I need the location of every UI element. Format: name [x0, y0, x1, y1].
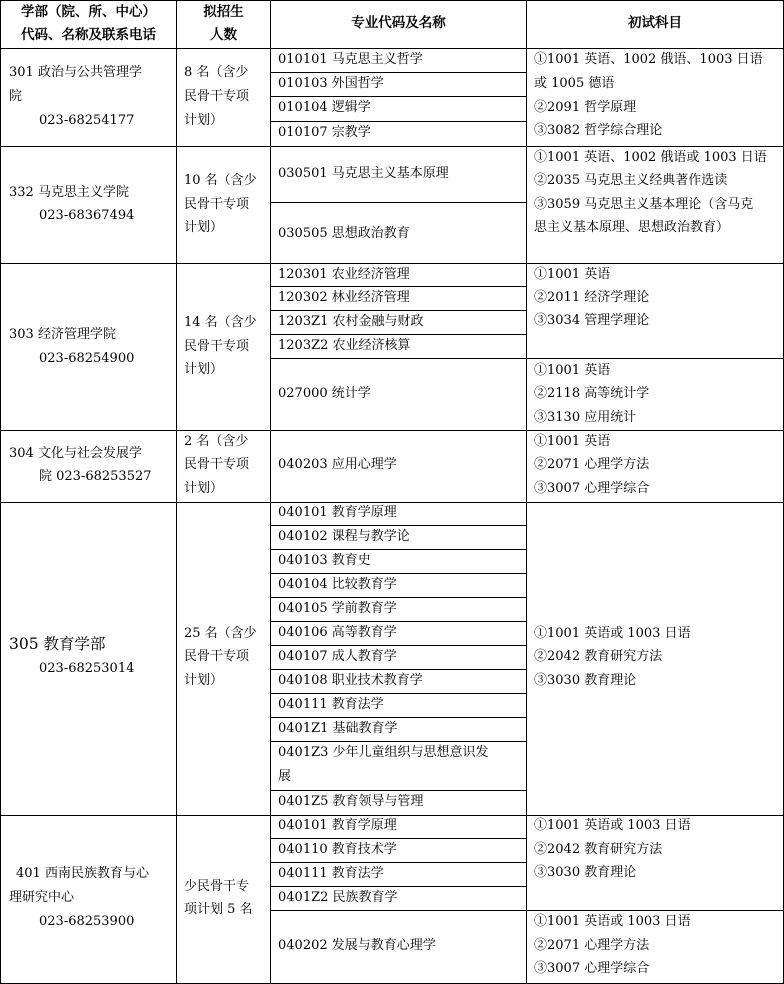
rule [270, 0, 271, 984]
subject: ①1001 英语、1002 俄语或 1003 日语 [534, 150, 767, 165]
dept-name: 401 西南民族教育与心 [16, 866, 149, 881]
subject: ③3130 应用统计 [534, 410, 637, 425]
header-quota-line1: 拟招生 [203, 4, 244, 20]
subject: 或 1005 德语 [534, 76, 615, 91]
dept-name: 332 马克思主义学院 [9, 185, 129, 200]
subject: ③3059 马克思主义基本理论（含马克 [534, 197, 754, 212]
quota: 项计划 5 名 [184, 902, 253, 917]
quota: 计划） [184, 481, 224, 496]
subject: 思主义基本原理、思想政治教育） [534, 220, 730, 235]
major: 010104 逻辑学 [278, 100, 371, 115]
major: 030505 思想政治教育 [278, 226, 410, 241]
subject: ②2118 高等统计学 [534, 386, 650, 401]
major: 040111 教育法学 [278, 866, 384, 881]
major: 040108 职业技术教育学 [278, 673, 423, 688]
major: 010103 外国哲学 [278, 76, 384, 91]
major: 010101 马克思主义哲学 [278, 52, 423, 67]
major: 040203 应用心理学 [278, 457, 397, 472]
subject: ③3007 心理学综合 [534, 481, 650, 496]
major: 040104 比较教育学 [278, 577, 397, 592]
subject: ①1001 英语 [534, 363, 611, 378]
major: 010107 宗教学 [278, 125, 371, 140]
major: 040103 教育史 [278, 553, 371, 568]
dept-phone: 023-68254900 [39, 351, 135, 366]
major: 040101 教育学原理 [278, 818, 397, 833]
subject: ③3082 哲学综合理论 [534, 123, 663, 138]
rule [271, 910, 784, 911]
subject: ②2042 教育研究方法 [534, 649, 663, 664]
quota: 8 名（含少 [184, 65, 249, 80]
major: 040101 教育学原理 [278, 505, 397, 520]
rule [0, 0, 1, 984]
quota: 民骨干专项 [184, 339, 250, 354]
rule [176, 0, 177, 984]
major: 0401Z2 民族教育学 [278, 890, 398, 905]
subject: ①1001 英语 [534, 267, 611, 282]
header-dept-line2: 代码、名称及联系电话 [21, 27, 156, 43]
subject: ①1001 英语或 1003 日语 [534, 818, 691, 833]
dept-name: 303 经济管理学院 [9, 327, 116, 342]
quota: 10 名（含少 [184, 173, 257, 188]
major: 040102 课程与教学论 [278, 529, 410, 544]
major: 1203Z1 农村金融与财政 [278, 314, 424, 329]
quota: 民骨干专项 [184, 649, 250, 664]
subject: ①1001 英语或 1003 日语 [534, 914, 691, 929]
quota: 民骨干专项 [184, 457, 250, 472]
subject: ①1001 英语 [534, 434, 611, 449]
subject: ②2042 教育研究方法 [534, 842, 663, 857]
subject: ②2011 经济学理论 [534, 290, 650, 305]
major: 027000 统计学 [278, 386, 371, 401]
dept-phone: 023-68367494 [39, 208, 135, 223]
quota: 计划） [184, 113, 224, 128]
quota: 计划） [184, 220, 224, 235]
major: 0401Z5 教育领导与管理 [278, 794, 424, 809]
dept-phone: 023-68254177 [39, 113, 135, 128]
subject: ②2071 心理学方法 [534, 457, 650, 472]
subject: ①1001 英语、1002 俄语、1003 日语 [534, 52, 763, 67]
dept-name: 304 文化与社会发展学 [9, 446, 142, 461]
header-quota-line2: 人数 [210, 27, 237, 43]
major: 120301 农业经济管理 [278, 267, 410, 282]
quota: 14 名（含少 [184, 315, 257, 330]
major: 040105 学前教育学 [278, 601, 397, 616]
major: 1203Z2 农业经济核算 [278, 338, 411, 353]
quota: 少民骨干专 [184, 879, 250, 894]
subject: ②2035 马克思主义经典著作选读 [534, 173, 728, 188]
dept-name: 301 政治与公共管理学 [9, 65, 142, 80]
dept-phone: 023-68253014 [39, 661, 135, 676]
dept-phone: 院 023-68253527 [39, 469, 152, 484]
quota: 2 名（含少 [184, 434, 249, 449]
header-dept-line1: 学部（院、所、中心） [21, 4, 156, 20]
subject: ②2091 哲学原理 [534, 100, 637, 115]
rule [271, 358, 784, 359]
subject: ③3030 教育理论 [534, 673, 637, 688]
major: 030501 马克思主义基本原理 [278, 166, 449, 181]
major: 040202 发展与教育心理学 [278, 938, 436, 953]
major: 0401Z1 基础教育学 [278, 721, 398, 736]
quota: 民骨干专项 [184, 197, 250, 212]
dept-name: 305 教育学部 [9, 635, 106, 653]
quota: 计划） [184, 673, 224, 688]
quota: 计划） [184, 362, 224, 377]
subject: ①1001 英语或 1003 日语 [534, 626, 691, 641]
major: 展 [278, 769, 292, 784]
major: 040110 教育技术学 [278, 842, 397, 857]
dept-name: 理研究中心 [9, 890, 75, 905]
major: 120302 林业经济管理 [278, 290, 410, 305]
rule [0, 430, 784, 431]
major: 040111 教育法学 [278, 697, 384, 712]
major: 040107 成人教育学 [278, 649, 397, 664]
subject: ③3007 心理学综合 [534, 961, 650, 976]
header-subjects: 初试科目 [628, 15, 682, 31]
major: 040106 高等教育学 [278, 625, 397, 640]
quota: 民骨干专项 [184, 89, 250, 104]
major: 0401Z3 少年儿童组织与思想意识发 [278, 745, 489, 760]
subject: ②2071 心理学方法 [534, 938, 650, 953]
subject: ③3030 教育理论 [534, 865, 637, 880]
subject: ③3034 管理学理论 [534, 313, 650, 328]
rule [271, 202, 526, 203]
dept-phone: 023-68253900 [39, 914, 135, 929]
quota: 25 名（含少 [184, 626, 257, 641]
rule [526, 0, 527, 984]
dept-name: 院 [9, 89, 23, 104]
header-majors: 专业代码及名称 [351, 15, 446, 31]
